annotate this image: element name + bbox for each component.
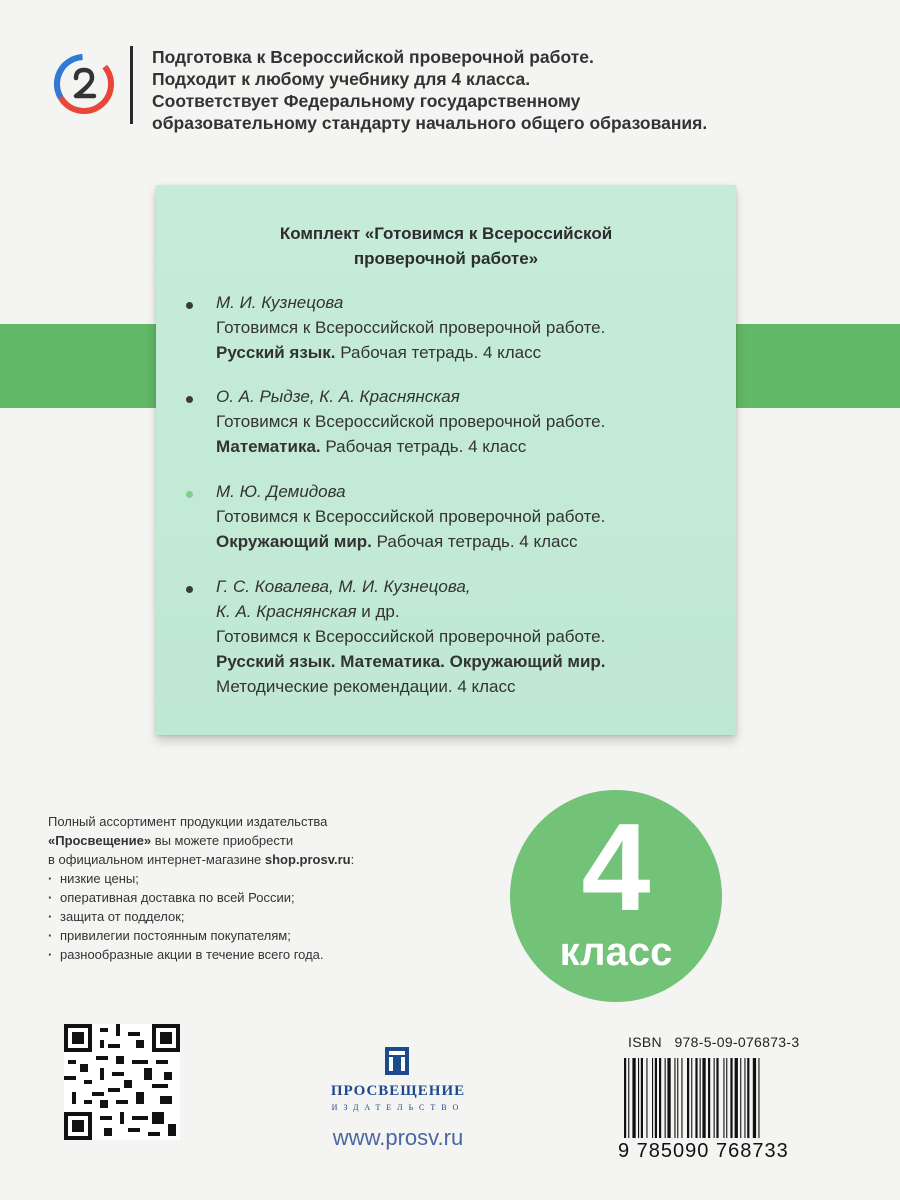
header-line: образовательному стандарту начального общего образования. xyxy=(152,113,708,133)
entry-type: Рабочая тетрадь. 4 класс xyxy=(371,532,578,551)
entry-title xyxy=(216,340,716,365)
entry-subject: Русский язык. Математика. Окружающий мир. xyxy=(216,652,606,671)
promo-list-item: · привилегии постоянным покупателям; xyxy=(48,926,324,945)
isbn-label: ISBN xyxy=(628,1034,662,1050)
entry-authors-suffix: и др. xyxy=(356,602,400,621)
book-logo-icon xyxy=(383,1045,411,1077)
entry-series: Готовимся к Всероссийской проверочной работе. xyxy=(216,507,606,526)
promo-text xyxy=(48,812,354,869)
header-divider xyxy=(130,46,133,124)
entry-subject: Русский язык. xyxy=(216,343,336,362)
qr-code-icon[interactable] xyxy=(64,1024,180,1140)
entry-type: Рабочая тетрадь. 4 класс xyxy=(320,437,527,456)
publisher-subtitle: ИЗДАТЕЛЬСТВО xyxy=(331,1103,465,1112)
bullet-icon xyxy=(186,302,193,309)
grade-badge xyxy=(510,790,722,1002)
entry-type: Методические рекомендации. 4 класс xyxy=(216,677,516,696)
promo-colon: : xyxy=(350,852,355,867)
bullet-icon xyxy=(186,396,193,403)
promo-line: вы можете приобрести xyxy=(151,833,294,848)
header-line: Соответствует Федеральному государственному xyxy=(152,91,581,111)
entry-series: Готовимся к Всероссийской проверочной работе. xyxy=(216,627,606,646)
promo-line: Полный ассортимент продукции издательства xyxy=(48,814,328,829)
promo-list xyxy=(48,869,324,964)
entry-subject: Математика. xyxy=(216,437,321,456)
promo-line: в официальном интернет-магазине xyxy=(48,852,265,867)
header-text xyxy=(152,46,707,134)
entry-authors: О. А. Рыдзе, К. А. Краснянская xyxy=(216,387,460,406)
entry-authors: К. А. Краснянская xyxy=(216,602,357,621)
entry-series: Готовимся к Всероссийской проверочной работе. xyxy=(216,412,606,431)
card-title-line: проверочной работе» xyxy=(353,249,539,268)
card-title-line: Комплект «Готовимся к Всероссийской xyxy=(279,224,613,243)
entry-subject: Окружающий мир. xyxy=(216,532,372,551)
book-entry xyxy=(216,290,716,365)
publisher-url[interactable]: www.prosv.ru xyxy=(332,1125,464,1150)
grade-word: класс xyxy=(559,930,673,974)
entry-authors: М. И. Кузнецова xyxy=(216,293,344,312)
promo-list-item: · низкие цены; xyxy=(48,869,324,888)
grade-number: 4 xyxy=(581,799,651,937)
entry-authors: М. Ю. Демидова xyxy=(216,482,346,501)
shop-link[interactable]: shop.prosv.ru xyxy=(264,852,351,867)
bullet-icon xyxy=(186,586,193,593)
book-entry xyxy=(216,384,716,459)
header-line: Подготовка к Всероссийской проверочной работе. xyxy=(152,47,594,67)
entry-title xyxy=(216,529,716,554)
isbn-line xyxy=(628,1034,799,1050)
header-line: Подходит к любому учебнику для 4 класса. xyxy=(152,69,531,89)
entry-authors: Г. С. Ковалева, М. И. Кузнецова, xyxy=(216,577,471,596)
barcode-number: 9 785090 768733 xyxy=(618,1140,789,1162)
publisher-name: ПРОСВЕЩЕНИЕ xyxy=(330,1083,466,1099)
publisher-block xyxy=(300,1045,500,1165)
prosv-logo-icon xyxy=(52,52,116,116)
entry-title xyxy=(216,434,716,459)
book-entry xyxy=(216,574,716,699)
promo-list-item: · разнообразные акции в течение всего года. xyxy=(48,945,324,964)
entry-type: Рабочая тетрадь. 4 класс xyxy=(335,343,542,362)
card-title xyxy=(156,221,736,271)
series-card xyxy=(156,185,736,735)
promo-list-item: · оперативная доставка по всей России; xyxy=(48,888,324,907)
promo-publisher: «Просвещение» xyxy=(48,833,152,848)
book-entry xyxy=(216,479,716,554)
isbn-value: 978-5-09-076873-3 xyxy=(674,1034,800,1050)
bullet-icon xyxy=(186,491,193,498)
entry-series: Готовимся к Всероссийской проверочной работе. xyxy=(216,318,606,337)
promo-list-item: · защита от подделок; xyxy=(48,907,324,926)
